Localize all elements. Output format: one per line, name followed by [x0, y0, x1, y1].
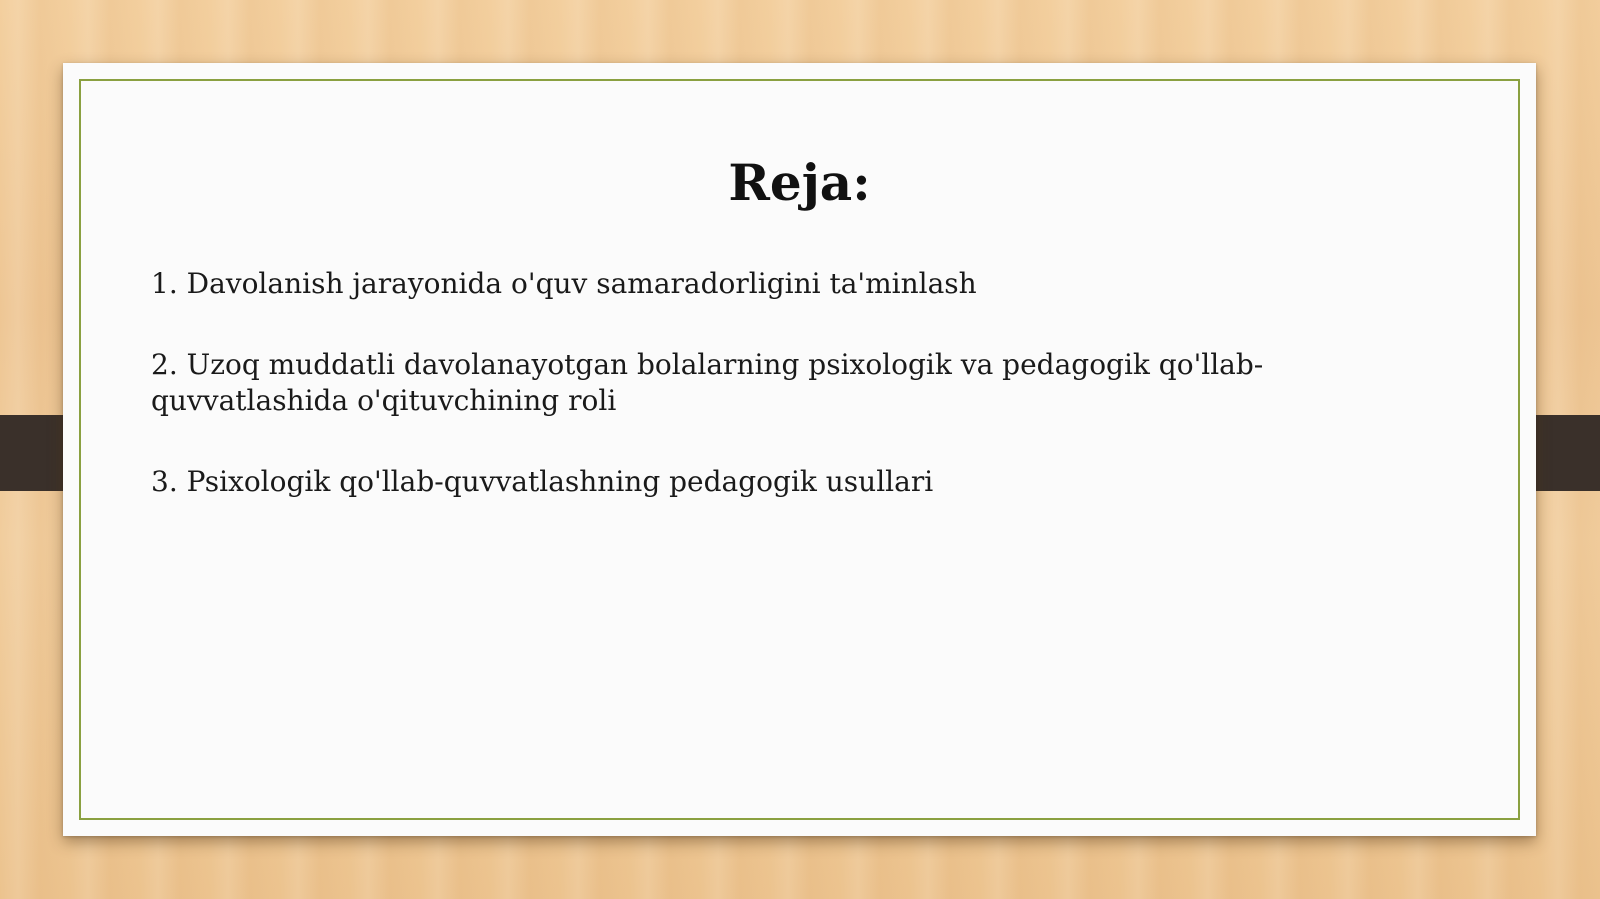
plan-list	[151, 266, 1458, 545]
slide-frame	[79, 79, 1520, 820]
slide-title: Reja:	[728, 153, 871, 212]
plan-item-2: 2. Uzoq muddatli davolanayotgan bolalarning psixologik va pedagogik qo'llab-quvvatlashida o'qituvchining roli	[151, 348, 1264, 417]
plan-item-3: 3. Psixologik qo'llab-quvvatlashning pedagogik usullari	[151, 465, 934, 498]
slide-card	[63, 63, 1536, 836]
plan-item-1: 1. Davolanish jarayonida o'quv samaradorligini ta'minlash	[151, 267, 977, 300]
